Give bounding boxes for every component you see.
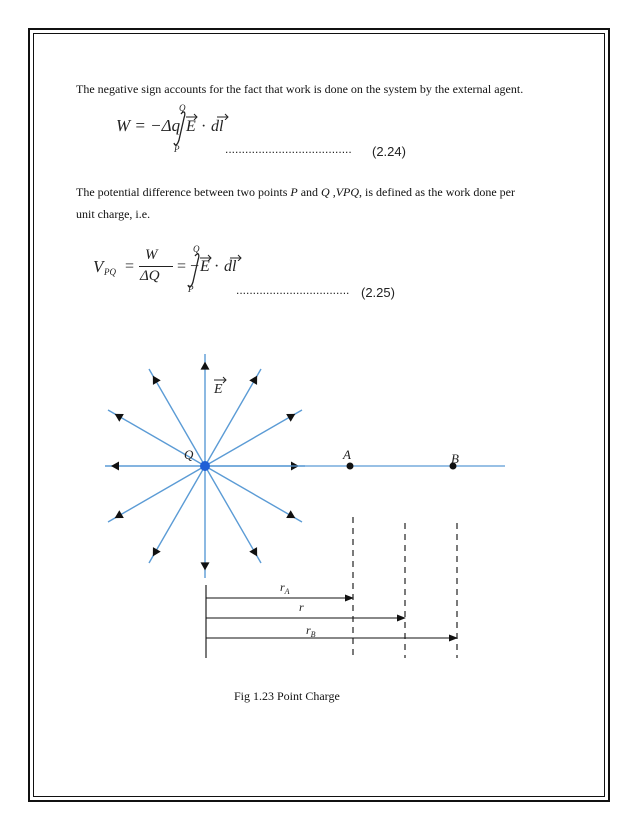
field-line	[205, 410, 302, 466]
field-line	[108, 466, 205, 522]
label-rb-subscript: B	[310, 630, 316, 639]
equation-number: (2.24)	[372, 144, 406, 159]
point-a-dot	[347, 463, 354, 470]
integral-lower-limit: P	[174, 144, 180, 154]
fraction-denominator: ΔQ	[140, 268, 160, 284]
integral-upper-limit: Q	[179, 103, 186, 113]
text-span: and	[297, 185, 322, 199]
field-line	[149, 369, 205, 466]
paragraph-unit-charge: unit charge, i.e.	[76, 207, 151, 221]
label-ra-r: r	[280, 580, 285, 594]
label-q: Q	[184, 447, 194, 462]
equation-lhs-v: V	[93, 257, 104, 276]
field-arrowhead	[111, 462, 119, 471]
charge-q-dot	[200, 461, 210, 471]
label-r: r	[299, 600, 304, 614]
label-b: B	[451, 451, 459, 466]
field-arrowhead	[201, 562, 210, 570]
fraction-numerator: W	[145, 247, 158, 263]
field-arrowhead	[201, 362, 210, 370]
label-ra	[280, 580, 290, 596]
equation-lhs-subscript: PQ	[104, 267, 116, 277]
equation-dots: ......................................	[225, 142, 352, 156]
figure-caption: Fig 1.23 Point Charge	[234, 689, 340, 703]
text-span: The potential difference between two points	[76, 185, 291, 199]
paragraph-negative-sign: The negative sign accounts for the fact that work is done on the system by the external agent.	[76, 82, 524, 96]
label-rb-r: r	[306, 623, 311, 637]
dot-operator: ·	[214, 258, 220, 275]
integrand-dl: dl	[224, 258, 237, 275]
point-q-vpq: Q ,VPQ	[321, 185, 360, 199]
label-ra-subscript: A	[284, 587, 290, 596]
equals-minus: = −	[177, 258, 200, 275]
label-a: A	[343, 447, 351, 462]
field-line	[205, 466, 302, 522]
equation-lhs: W = −Δq	[116, 116, 181, 135]
integral-lower-limit: P	[188, 284, 194, 294]
equation-number: (2.25)	[361, 285, 395, 300]
field-line	[205, 466, 261, 563]
text-span: , is defined as the work done per	[359, 185, 515, 199]
equation-dots: ..................................	[236, 283, 350, 297]
point-p: P	[290, 185, 298, 199]
integral-upper-limit: Q	[193, 244, 200, 254]
field-line	[149, 466, 205, 563]
label-rb	[306, 623, 316, 639]
integrand-dl: dl	[211, 118, 224, 135]
integrand-e: E	[186, 118, 196, 135]
integrand-e: E	[200, 258, 210, 275]
label-e: E	[214, 382, 223, 397]
equals-sign: =	[125, 258, 135, 275]
dot-operator: ·	[201, 118, 207, 135]
